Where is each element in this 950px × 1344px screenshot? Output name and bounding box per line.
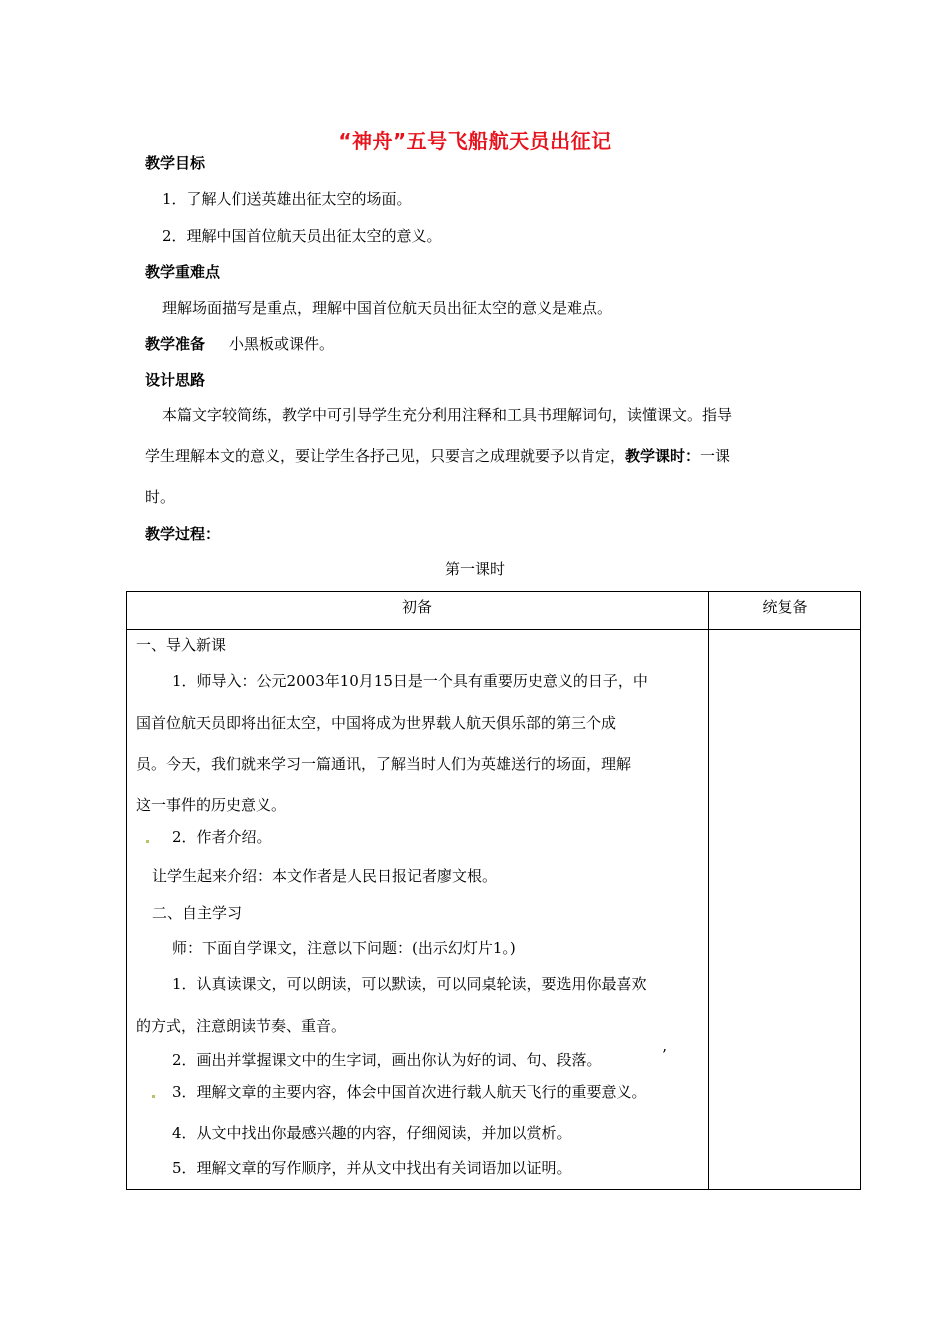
- table-line: 4．从文中找出你最感兴趣的内容，仔细阅读，并加以赏析。: [172, 1124, 572, 1142]
- table-line: 3．理解文章的主要内容，体会中国首次进行载人航天飞行的重要意义。: [172, 1083, 647, 1101]
- table-header-divider: [126, 629, 861, 630]
- process-heading: 教学过程：: [145, 525, 221, 543]
- design-text-segment: 学生理解本文的意义，要让学生各抒己见，只要言之成理就要予以肯定，: [145, 447, 626, 465]
- lesson-hours-label: 教学课时：: [625, 447, 701, 465]
- lesson-label: 第一课时: [444, 560, 505, 578]
- table-line: 一、导入新课: [136, 636, 227, 654]
- table-column-divider: [708, 591, 709, 1190]
- lesson-hours-value: 一课: [700, 447, 731, 465]
- stray-mark: ’: [662, 1046, 667, 1064]
- table-line: 1．认真读课文，可以朗读，可以默读，可以同桌轮读，要选用你最喜欢: [172, 975, 647, 993]
- mark-dot: [152, 1095, 155, 1098]
- table-line: 让学生起来介绍：本文作者是人民日报记者廖文根。: [152, 867, 498, 885]
- table-line: 5．理解文章的写作顺序，并从文中找出有关词语加以证明。: [172, 1159, 572, 1177]
- table-header-initial: 初备: [401, 598, 432, 616]
- difficulty-text: 理解场面描写是重点，理解中国首位航天员出征太空的意义是难点。: [162, 299, 613, 317]
- objective-item: 2．理解中国首位航天员出征太空的意义。: [162, 227, 442, 245]
- table-header-review: 统复备: [762, 598, 808, 616]
- table-line: 2．作者介绍。: [172, 828, 272, 846]
- design-text-line: [145, 445, 730, 466]
- table-line: 的方式，注意朗读节奏、重音。: [136, 1017, 347, 1035]
- mark-dot: [146, 840, 149, 843]
- preparation-heading: 教学准备: [145, 335, 206, 353]
- table-line: 国首位航天员即将出征太空，中国将成为世界载人航天俱乐部的第三个成: [136, 714, 617, 732]
- difficulty-heading: 教学重难点: [145, 263, 221, 281]
- objectives-heading: 教学目标: [145, 154, 206, 172]
- table-line: 1．师导入：公元2003年10月15日是一个具有重要历史意义的日子，中: [172, 672, 648, 690]
- table-line: 二、自主学习: [152, 904, 243, 922]
- design-text-line: 本篇文字较简练，教学中可引导学生充分利用注释和工具书理解词句，读懂课文。指导: [162, 406, 733, 424]
- table-line: 2．画出并掌握课文中的生字词，画出你认为好的词、句、段落。: [172, 1051, 602, 1069]
- design-text-line: 时。: [145, 488, 176, 506]
- preparation-text: 小黑板或课件。: [229, 335, 335, 353]
- table-line: 员。今天，我们就来学习一篇通讯，了解当时人们为英雄送行的场面，理解: [136, 755, 632, 773]
- table-line: 师：下面自学课文，注意以下问题：(出示幻灯片1。): [172, 939, 516, 957]
- table-line: 这一事件的历史意义。: [136, 796, 287, 814]
- design-heading: 设计思路: [145, 371, 206, 389]
- document-title: “神舟”五号飞船航天员出征记: [338, 129, 612, 153]
- objective-item: 1．了解人们送英雄出征太空的场面。: [162, 190, 412, 208]
